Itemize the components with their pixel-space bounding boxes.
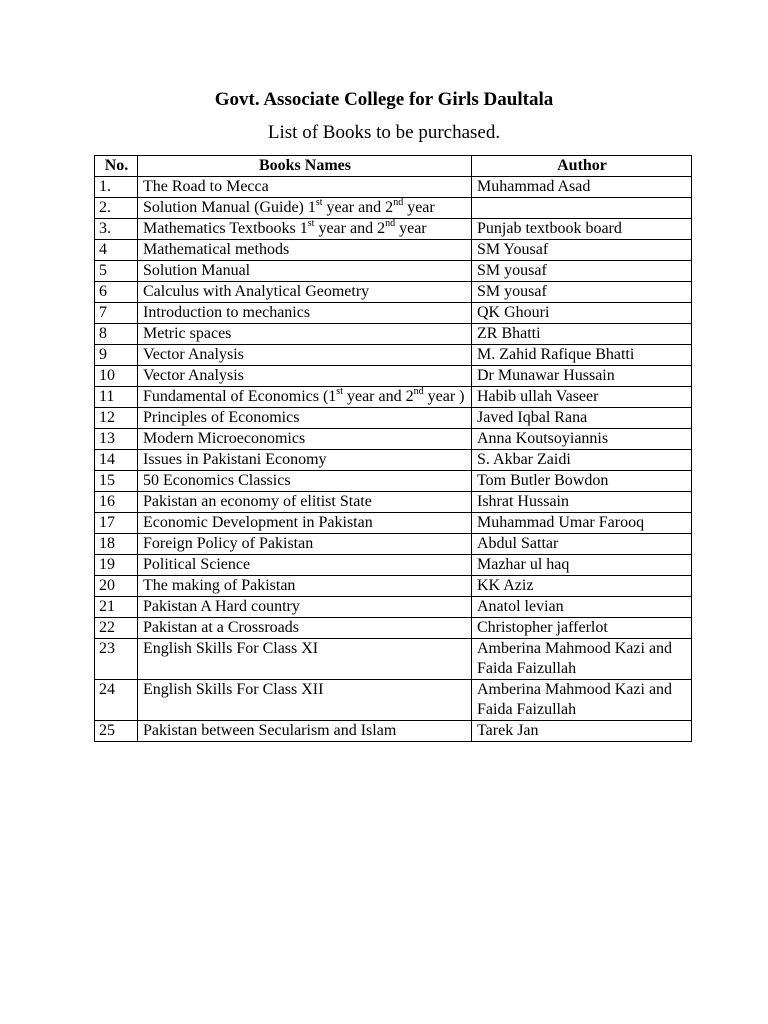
book-name bbox=[138, 680, 472, 721]
row-number: 2. bbox=[95, 198, 138, 219]
row-number: 25 bbox=[95, 721, 138, 742]
book-name bbox=[138, 387, 472, 408]
row-number: 9 bbox=[95, 345, 138, 366]
row-number: 8 bbox=[95, 324, 138, 345]
book-name-text: Mathematical methods bbox=[143, 241, 290, 258]
book-name bbox=[138, 177, 472, 198]
row-number: 1. bbox=[95, 177, 138, 198]
table-row bbox=[95, 555, 692, 576]
book-name-text: Mathematics Textbooks 1 bbox=[143, 220, 308, 237]
row-number: 10 bbox=[95, 366, 138, 387]
row-number: 23 bbox=[95, 639, 138, 680]
row-number: 22 bbox=[95, 618, 138, 639]
book-name bbox=[138, 618, 472, 639]
book-author: QK Ghouri bbox=[472, 303, 692, 324]
book-name-text: Pakistan A Hard country bbox=[143, 598, 300, 615]
book-author: Anatol levian bbox=[472, 597, 692, 618]
book-author: Amberina Mahmood Kazi and Faida Faizullah bbox=[472, 680, 692, 721]
book-author: Tom Butler Bowdon bbox=[472, 471, 692, 492]
book-name bbox=[138, 429, 472, 450]
table-row bbox=[95, 219, 692, 240]
book-name bbox=[138, 576, 472, 597]
row-number: 3. bbox=[95, 219, 138, 240]
book-name-text: 50 Economics Classics bbox=[143, 472, 291, 489]
table-row bbox=[95, 177, 692, 198]
book-name bbox=[138, 345, 472, 366]
book-author: Dr Munawar Hussain bbox=[472, 366, 692, 387]
books-table-body bbox=[95, 177, 692, 742]
column-header-books-names: Books Names bbox=[138, 156, 472, 177]
table-row bbox=[95, 576, 692, 597]
table-row bbox=[95, 680, 692, 721]
table-row bbox=[95, 198, 692, 219]
table-row bbox=[95, 387, 692, 408]
book-name bbox=[138, 492, 472, 513]
table-row bbox=[95, 513, 692, 534]
book-author: Habib ullah Vaseer bbox=[472, 387, 692, 408]
book-author: Amberina Mahmood Kazi and Faida Faizullah bbox=[472, 639, 692, 680]
row-number: 24 bbox=[95, 680, 138, 721]
table-row bbox=[95, 240, 692, 261]
book-name-text: Issues in Pakistani Economy bbox=[143, 451, 327, 468]
book-author: Javed Iqbal Rana bbox=[472, 408, 692, 429]
book-name-text: Solution Manual (Guide) 1 bbox=[143, 199, 316, 216]
book-author: S. Akbar Zaidi bbox=[472, 450, 692, 471]
row-number: 14 bbox=[95, 450, 138, 471]
table-row bbox=[95, 721, 692, 742]
book-name-text: Political Science bbox=[143, 556, 251, 573]
book-name-text: Pakistan at a Crossroads bbox=[143, 619, 299, 636]
row-number: 4 bbox=[95, 240, 138, 261]
table-row bbox=[95, 408, 692, 429]
book-name bbox=[138, 555, 472, 576]
book-author: Anna Koutsoyiannis bbox=[472, 429, 692, 450]
book-author: ZR Bhatti bbox=[472, 324, 692, 345]
table-row bbox=[95, 618, 692, 639]
book-name bbox=[138, 324, 472, 345]
ordinal-suffix: st bbox=[307, 217, 315, 229]
book-author: KK Aziz bbox=[472, 576, 692, 597]
book-name bbox=[138, 639, 472, 680]
book-name-text: Vector Analysis bbox=[143, 346, 244, 363]
column-header-no: No. bbox=[95, 156, 138, 177]
book-name-text: Fundamental of Economics (1 bbox=[143, 388, 337, 405]
book-name-text: Introduction to mechanics bbox=[143, 304, 311, 321]
book-author: Punjab textbook board bbox=[472, 219, 692, 240]
table-row bbox=[95, 366, 692, 387]
books-table bbox=[94, 155, 692, 742]
table-header-row bbox=[95, 156, 692, 177]
book-name-text: Pakistan between Secularism and Islam bbox=[143, 722, 397, 739]
book-author: Mazhar ul haq bbox=[472, 555, 692, 576]
book-author: Abdul Sattar bbox=[472, 534, 692, 555]
ordinal-suffix: nd bbox=[413, 385, 424, 397]
book-name bbox=[138, 534, 472, 555]
table-row bbox=[95, 471, 692, 492]
book-name bbox=[138, 597, 472, 618]
book-name bbox=[138, 513, 472, 534]
book-name-text: English Skills For Class XI bbox=[143, 640, 319, 657]
ordinal-suffix: st bbox=[336, 385, 343, 397]
table-row bbox=[95, 261, 692, 282]
table-row bbox=[95, 492, 692, 513]
book-name bbox=[138, 261, 472, 282]
row-number: 6 bbox=[95, 282, 138, 303]
book-name-text: Economic Development in Pakistan bbox=[143, 514, 373, 531]
book-name-text: The making of Pakistan bbox=[143, 577, 296, 594]
book-name-text: year and 2 bbox=[314, 220, 386, 237]
book-name bbox=[138, 198, 472, 219]
book-author: SM yousaf bbox=[472, 282, 692, 303]
book-name bbox=[138, 471, 472, 492]
book-name-text: Pakistan an economy of elitist State bbox=[143, 493, 372, 510]
book-name-text: Solution Manual bbox=[143, 262, 251, 279]
row-number: 7 bbox=[95, 303, 138, 324]
table-row bbox=[95, 303, 692, 324]
book-name-text: year bbox=[395, 220, 427, 237]
book-author: Tarek Jan bbox=[472, 721, 692, 742]
row-number: 15 bbox=[95, 471, 138, 492]
row-number: 5 bbox=[95, 261, 138, 282]
book-author: Muhammad Umar Farooq bbox=[472, 513, 692, 534]
book-name-text: Vector Analysis bbox=[143, 367, 244, 384]
row-number: 21 bbox=[95, 597, 138, 618]
book-name-text: year and 2 bbox=[342, 388, 414, 405]
row-number: 12 bbox=[95, 408, 138, 429]
row-number: 11 bbox=[95, 387, 138, 408]
table-row bbox=[95, 450, 692, 471]
table-row bbox=[95, 324, 692, 345]
book-name bbox=[138, 450, 472, 471]
book-name-text: year and 2 bbox=[322, 199, 394, 216]
book-name bbox=[138, 721, 472, 742]
book-author: Ishrat Hussain bbox=[472, 492, 692, 513]
book-name-text: Calculus with Analytical Geometry bbox=[143, 283, 370, 300]
book-author: SM Yousaf bbox=[472, 240, 692, 261]
book-name-text: Modern Microeconomics bbox=[143, 430, 306, 447]
book-author: SM yousaf bbox=[472, 261, 692, 282]
row-number: 16 bbox=[95, 492, 138, 513]
table-row bbox=[95, 345, 692, 366]
ordinal-suffix: nd bbox=[385, 217, 396, 229]
book-name bbox=[138, 219, 472, 240]
page-subtitle: List of Books to be purchased. bbox=[267, 122, 501, 143]
table-row bbox=[95, 429, 692, 450]
ordinal-suffix: st bbox=[315, 196, 323, 208]
table-row bbox=[95, 534, 692, 555]
row-number: 17 bbox=[95, 513, 138, 534]
table-row bbox=[95, 282, 692, 303]
row-number: 13 bbox=[95, 429, 138, 450]
book-name-text: year bbox=[403, 199, 435, 216]
row-number: 20 bbox=[95, 576, 138, 597]
book-name bbox=[138, 282, 472, 303]
book-name bbox=[138, 408, 472, 429]
book-name-text: year ) bbox=[423, 388, 465, 405]
book-author: Muhammad Asad bbox=[472, 177, 692, 198]
book-name-text: Metric spaces bbox=[143, 325, 232, 342]
page-title: Govt. Associate College for Girls Daultala bbox=[214, 89, 554, 110]
book-name bbox=[138, 303, 472, 324]
book-author: M. Zahid Rafique Bhatti bbox=[472, 345, 692, 366]
table-row bbox=[95, 639, 692, 680]
row-number: 19 bbox=[95, 555, 138, 576]
row-number: 18 bbox=[95, 534, 138, 555]
book-author bbox=[472, 198, 692, 219]
book-name-text: Principles of Economics bbox=[143, 409, 300, 426]
book-author: Christopher jafferlot bbox=[472, 618, 692, 639]
book-name bbox=[138, 240, 472, 261]
book-name-text: Foreign Policy of Pakistan bbox=[143, 535, 314, 552]
ordinal-suffix: nd bbox=[393, 196, 404, 208]
book-name bbox=[138, 366, 472, 387]
table-row bbox=[95, 597, 692, 618]
column-header-author: Author bbox=[472, 156, 692, 177]
book-name-text: English Skills For Class XII bbox=[143, 681, 324, 698]
book-name-text: The Road to Mecca bbox=[143, 178, 269, 195]
